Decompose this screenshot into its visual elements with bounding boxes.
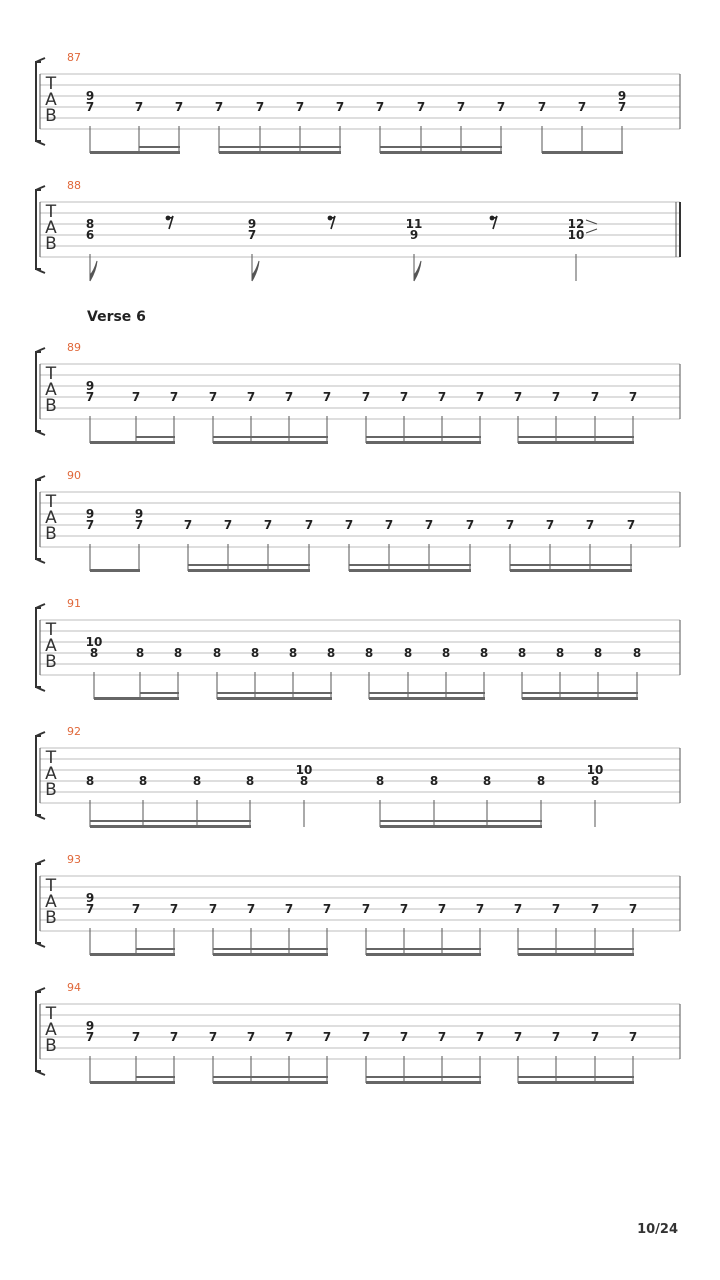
tab-clef-letter: B <box>45 524 57 544</box>
fret-number: 8 <box>173 646 183 660</box>
beam-secondary <box>369 692 485 694</box>
fret-number: 8 <box>138 774 148 788</box>
fret-number: 7 <box>208 390 218 404</box>
fret-number: 8 <box>250 646 260 660</box>
beam-secondary <box>349 564 471 566</box>
fret-number: 7 <box>361 390 371 404</box>
measure-number: 93 <box>67 853 81 866</box>
fret-number: 7 <box>437 390 447 404</box>
fret-number: 7 <box>247 228 257 242</box>
fret-number: 8 <box>85 774 95 788</box>
fret-number: 7 <box>590 390 600 404</box>
note-flag <box>252 261 259 281</box>
tab-clef-letter: A <box>45 218 57 238</box>
beam-secondary <box>140 692 179 694</box>
fret-number: 7 <box>263 518 273 532</box>
fret-number: 7 <box>475 390 485 404</box>
fret-number: 7 <box>214 100 224 114</box>
beam-primary <box>90 825 251 828</box>
tab-clef-letter: T <box>45 620 57 640</box>
fret-number: 8 <box>441 646 451 660</box>
fret-number: 7 <box>545 518 555 532</box>
tab-clef-letter: T <box>45 876 57 896</box>
tab-clef-letter: T <box>45 202 57 222</box>
eighth-rest-icon <box>168 216 173 229</box>
tab-clef-letter: A <box>45 1020 57 1040</box>
fret-number: 8 <box>326 646 336 660</box>
fret-number: 7 <box>304 518 314 532</box>
fret-number: 9 <box>617 89 627 103</box>
beam-secondary <box>380 146 502 148</box>
fret-number: 7 <box>399 1030 409 1044</box>
fret-number: 7 <box>628 390 638 404</box>
slide-mark <box>586 220 597 224</box>
beam-primary <box>366 1081 481 1084</box>
beam-secondary <box>139 146 180 148</box>
fret-number: 7 <box>255 100 265 114</box>
beam-secondary <box>366 436 481 438</box>
beam-secondary <box>380 820 542 822</box>
tab-clef-letter: T <box>45 1004 57 1024</box>
fret-number: 8 <box>593 646 603 660</box>
fret-number: 10 <box>567 228 585 242</box>
beam-primary <box>380 825 542 828</box>
fret-number: 9 <box>85 1019 95 1033</box>
beam-primary <box>518 1081 634 1084</box>
fret-number: 8 <box>632 646 642 660</box>
fret-number: 8 <box>517 646 527 660</box>
fret-number: 8 <box>212 646 222 660</box>
fret-number: 7 <box>169 902 179 916</box>
fret-number: 7 <box>322 902 332 916</box>
beam-secondary <box>213 948 328 950</box>
tab-clef-letter: T <box>45 748 57 768</box>
fret-number: 12 <box>567 217 585 231</box>
fret-number: 7 <box>628 902 638 916</box>
beam-primary <box>518 441 634 444</box>
tab-clef-letter: T <box>45 364 57 384</box>
measure-number: 90 <box>67 469 81 482</box>
fret-number: 7 <box>475 1030 485 1044</box>
fret-number: 7 <box>85 902 95 916</box>
beam-secondary <box>188 564 310 566</box>
fret-number: 7 <box>551 1030 561 1044</box>
fret-number: 7 <box>505 518 515 532</box>
fret-number: 8 <box>429 774 439 788</box>
beam-primary <box>213 953 328 956</box>
fret-number: 7 <box>183 518 193 532</box>
beam-secondary <box>366 1076 481 1078</box>
fret-number: 7 <box>344 518 354 532</box>
note-flag <box>90 261 97 281</box>
tab-clef-letter: B <box>45 396 57 416</box>
beam-primary <box>522 697 638 700</box>
fret-number: 7 <box>131 390 141 404</box>
fret-number: 7 <box>169 390 179 404</box>
fret-number: 7 <box>437 1030 447 1044</box>
fret-number: 8 <box>245 774 255 788</box>
measure-number: 94 <box>67 981 81 994</box>
measure-number: 87 <box>67 51 81 64</box>
beam-primary <box>380 151 502 154</box>
tab-clef-letter: A <box>45 508 57 528</box>
beam-secondary <box>366 948 481 950</box>
fret-number: 7 <box>134 100 144 114</box>
fret-number: 8 <box>479 646 489 660</box>
fret-number: 7 <box>361 1030 371 1044</box>
fret-number: 7 <box>399 902 409 916</box>
fret-number: 7 <box>85 518 95 532</box>
fret-number: 7 <box>284 902 294 916</box>
fret-number: 7 <box>284 390 294 404</box>
fret-number: 7 <box>169 1030 179 1044</box>
fret-number: 10 <box>586 763 604 777</box>
fret-number: 7 <box>424 518 434 532</box>
beam-primary <box>90 953 175 956</box>
fret-number: 7 <box>384 518 394 532</box>
fret-number: 11 <box>405 217 423 231</box>
fret-number: 9 <box>247 217 257 231</box>
tab-clef-letter: B <box>45 1036 57 1056</box>
fret-number: 7 <box>208 1030 218 1044</box>
beam-primary <box>90 1081 175 1084</box>
fret-number: 7 <box>617 100 627 114</box>
tab-clef-letter: A <box>45 764 57 784</box>
fret-number: 7 <box>590 1030 600 1044</box>
fret-number: 8 <box>89 646 99 660</box>
fret-number: 7 <box>85 100 95 114</box>
fret-number: 8 <box>364 646 374 660</box>
beam-secondary <box>518 436 634 438</box>
fret-number: 9 <box>85 891 95 905</box>
note-flag <box>414 261 421 281</box>
fret-number: 7 <box>246 390 256 404</box>
beam-secondary <box>136 948 175 950</box>
tab-clef-letter: B <box>45 780 57 800</box>
tab-clef-letter: A <box>45 892 57 912</box>
fret-number: 7 <box>174 100 184 114</box>
fret-number: 7 <box>585 518 595 532</box>
beam-secondary <box>522 692 638 694</box>
beam-primary <box>518 953 634 956</box>
measure-number: 88 <box>67 179 81 192</box>
fret-number: 7 <box>322 1030 332 1044</box>
measure-number: 92 <box>67 725 81 738</box>
fret-number: 9 <box>409 228 419 242</box>
fret-number: 8 <box>288 646 298 660</box>
fret-number: 8 <box>482 774 492 788</box>
fret-number: 9 <box>85 89 95 103</box>
fret-number: 9 <box>85 507 95 521</box>
beam-secondary <box>213 1076 328 1078</box>
fret-number: 8 <box>135 646 145 660</box>
slide-mark <box>586 229 597 233</box>
fret-number: 7 <box>85 1030 95 1044</box>
page-indicator: 10/24 <box>637 1222 678 1237</box>
fret-number: 6 <box>85 228 95 242</box>
fret-number: 7 <box>246 902 256 916</box>
tab-clef-letter: A <box>45 636 57 656</box>
fret-number: 7 <box>399 390 409 404</box>
beam-secondary <box>518 1076 634 1078</box>
beam-primary <box>213 441 328 444</box>
beam-secondary <box>136 1076 175 1078</box>
fret-number: 7 <box>626 518 636 532</box>
fret-number: 9 <box>85 379 95 393</box>
fret-number: 7 <box>85 390 95 404</box>
section-label-verse: Verse 6 <box>87 309 146 325</box>
eighth-rest-icon <box>330 216 335 229</box>
beam-secondary <box>518 948 634 950</box>
tab-clef-letter: B <box>45 106 57 126</box>
fret-number: 7 <box>513 390 523 404</box>
fret-number: 7 <box>131 1030 141 1044</box>
tab-clef-letter: A <box>45 90 57 110</box>
beam-primary <box>366 953 481 956</box>
fret-number: 8 <box>375 774 385 788</box>
beam-primary <box>90 441 175 444</box>
fret-number: 7 <box>437 902 447 916</box>
fret-number: 7 <box>131 902 141 916</box>
beam-secondary <box>136 436 175 438</box>
fret-number: 7 <box>335 100 345 114</box>
fret-number: 7 <box>628 1030 638 1044</box>
fret-number: 8 <box>299 774 309 788</box>
fret-number: 7 <box>551 390 561 404</box>
tab-clef-letter: T <box>45 492 57 512</box>
tab-clef-letter: B <box>45 908 57 928</box>
beam-secondary <box>213 436 328 438</box>
fret-number: 8 <box>536 774 546 788</box>
fret-number: 7 <box>496 100 506 114</box>
beam-secondary <box>90 820 251 822</box>
fret-number: 8 <box>85 217 95 231</box>
fret-number: 7 <box>465 518 475 532</box>
fret-number: 8 <box>555 646 565 660</box>
beam-primary <box>90 569 140 572</box>
fret-number: 7 <box>577 100 587 114</box>
fret-number: 10 <box>85 635 103 649</box>
beam-primary <box>213 1081 328 1084</box>
fret-number: 7 <box>134 518 144 532</box>
beam-primary <box>188 569 310 572</box>
fret-number: 7 <box>590 902 600 916</box>
fret-number: 7 <box>375 100 385 114</box>
fret-number: 7 <box>361 902 371 916</box>
beam-primary <box>90 151 180 154</box>
beam-primary <box>219 151 341 154</box>
measure-number: 89 <box>67 341 81 354</box>
tab-clef-letter: B <box>45 652 57 672</box>
beam-primary <box>366 441 481 444</box>
fret-number: 8 <box>403 646 413 660</box>
beam-primary <box>510 569 632 572</box>
fret-number: 7 <box>513 902 523 916</box>
fret-number: 9 <box>134 507 144 521</box>
beam-primary <box>369 697 485 700</box>
fret-number: 7 <box>537 100 547 114</box>
tab-clef-letter: A <box>45 380 57 400</box>
beam-primary <box>94 697 179 700</box>
beam-primary <box>217 697 332 700</box>
beam-secondary <box>217 692 332 694</box>
beam-primary <box>349 569 471 572</box>
fret-number: 7 <box>475 902 485 916</box>
fret-number: 7 <box>295 100 305 114</box>
beam-secondary <box>510 564 632 566</box>
tab-clef-letter: T <box>45 74 57 94</box>
tab-clef-letter: B <box>45 234 57 254</box>
fret-number: 8 <box>192 774 202 788</box>
beam-primary <box>542 151 623 154</box>
beam-secondary <box>219 146 341 148</box>
fret-number: 7 <box>246 1030 256 1044</box>
fret-number: 7 <box>551 902 561 916</box>
fret-number: 7 <box>322 390 332 404</box>
fret-number: 7 <box>223 518 233 532</box>
fret-number: 7 <box>416 100 426 114</box>
fret-number: 7 <box>284 1030 294 1044</box>
eighth-rest-icon <box>492 216 497 229</box>
fret-number: 7 <box>513 1030 523 1044</box>
measure-number: 91 <box>67 597 81 610</box>
fret-number: 7 <box>208 902 218 916</box>
fret-number: 10 <box>295 763 313 777</box>
fret-number: 8 <box>590 774 600 788</box>
fret-number: 7 <box>456 100 466 114</box>
